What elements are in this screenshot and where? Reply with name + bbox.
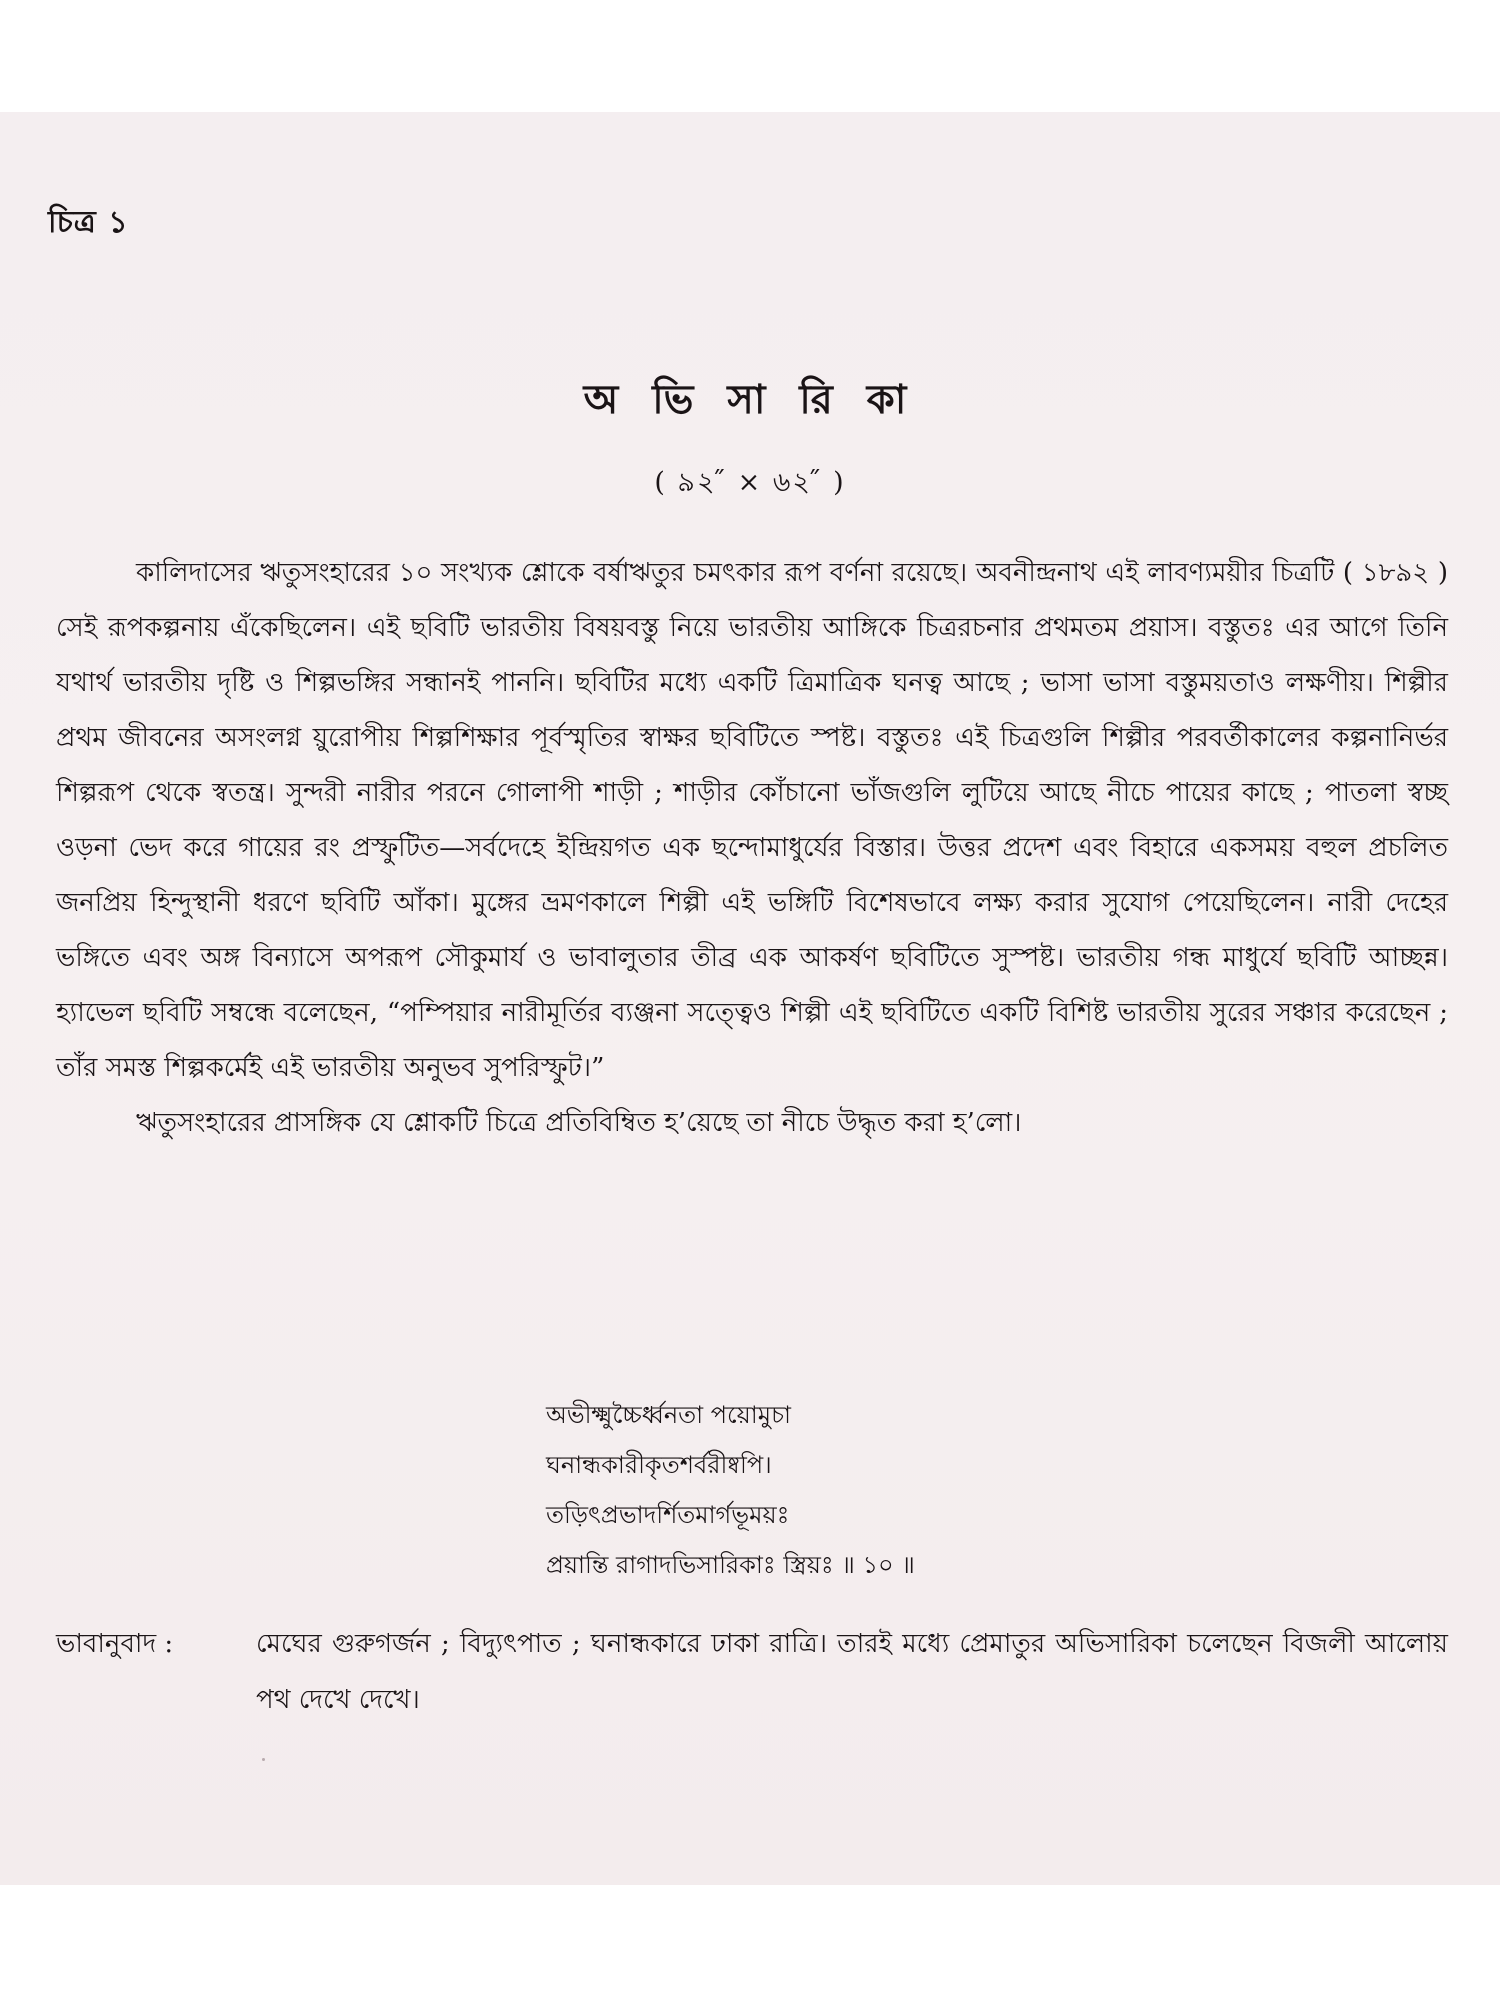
paper-speck: [262, 1758, 265, 1761]
sanskrit-verse: [546, 1390, 1246, 1590]
verse-line: তড়িৎপ্রভাদর্শিতমার্গভূময়ঃ: [546, 1501, 790, 1529]
paragraph-verse-intro: ঋতুসংহারের প্রাসঙ্গিক যে শ্লোকটি চিত্রে প্রতিবিম্বিত হ’য়েছে তা নীচে উদ্ধৃত করা হ’লো।: [136, 1108, 1022, 1138]
painting-dimensions: ( ৯২ ̋ × ৬২ ̋ ): [654, 467, 846, 498]
figure-label: চিত্র ১: [48, 205, 129, 240]
verse-line: প্রয়ান্তি রাগাদভিসারিকাঃ স্ত্রিয়ঃ ॥ ১০ ॥: [546, 1551, 915, 1579]
paragraph-description: কালিদাসের ঋতুসংহারের ১০ সংখ্যক শ্লোকে বর্ষাঋতুর চমৎকার রূপ বর্ণনা রয়েছে। অবনীন্দ্রনাথ এই লাবণ্যময়ীর চিত্রটি ( ১৮৯২ ) সেই রূপকল্পনায় এঁকেছিলেন। এই ছবিটি ভারতীয় বিষয়বস্তু নিয়ে ভারতীয় আঙ্গিকে চিত্ররচনার প্রথমতম প্রয়াস। বস্তুতঃ এর আগে তিনি যথার্থ ভারতীয় দৃষ্টি ও শিল্পভঙ্গির সন্ধানই পাননি। ছবিটির মধ্যে একটি ত্রিমাত্রিক ঘনত্ব আছে ; ভাসা ভাসা বস্তুময়তাও লক্ষণীয়। শিল্পীর প্রথম জীবনের অসংলগ্ন য়ুরোপীয় শিল্পশিক্ষার পূর্বস্মৃতির স্বাক্ষর ছবিটিতে স্পষ্ট। বস্তুতঃ এই চিত্রগুলি শিল্পীর পরবর্তীকালের কল্পনানির্ভর শিল্পরূপ থেকে স্বতন্ত্র। সুন্দরী নারীর পরনে গোলাপী শাড়ী ; শাড়ীর কোঁচানো ভাঁজগুলি লুটিয়ে আছে নীচে পায়ের কাছে ; পাতলা স্বচ্ছ ওড়না ভেদ করে গায়ের রং প্রস্ফুটিত—সর্বদেহে ইন্দ্রিয়গত এক ছন্দোমাধুর্যের বিস্তার। উত্তর প্রদেশ এবং বিহারে একসময় বহুল প্রচলিত জনপ্রিয় হিন্দুস্থানী ধরণে ছবিটি আঁকা। মুঙ্গের ভ্রমণকালে শিল্পী এই ভঙ্গিটি বিশেষভাবে লক্ষ্য করার সুযোগ পেয়েছিলেন। নারী দেহের ভঙ্গিতে এবং অঙ্গ বিন্যাসে অপরূপ সৌকুমার্য ও ভাবালুতার তীব্র এক আকর্ষণ ছবিটিতে সুস্পষ্ট। ভারতীয় গন্ধ মাধুর্যে ছবিটি আচ্ছন্ন। হ্যাভেল ছবিটি সম্বন্ধে বলেছেন, “পম্পিয়ার নারীমূর্তির ব্যঞ্জনা সত্ত্বেও শিল্পী এই ছবিটিতে একটি বিশিষ্ট ভারতীয় সুরের সঞ্চার করেছেন ; তাঁর সমস্ত শিল্পকর্মেই এই ভারতীয় অনুভব সুপরিস্ফুট।”: [56, 558, 1448, 1083]
verse-line: ঘনান্ধকারীকৃতশর্বরীষ্বপি।: [546, 1451, 772, 1479]
translation-label: ভাবানুবাদ :: [56, 1629, 174, 1659]
body-text: [56, 546, 1448, 1151]
translation-text: মেঘের গুরুগর্জন ; বিদ্যুৎপাত ; ঘনান্ধকারে ঢাকা রাত্রি। তারই মধ্যে প্রেমাতুর অভিসারিকা চলেছেন বিজলী আলোয় পথ দেখে দেখে।: [256, 1629, 1448, 1715]
translation-block: [56, 1616, 1448, 1728]
page-title: অ ভি সা রি কা: [583, 376, 917, 423]
verse-line: অভীক্ষ্মুচ্চৈর্ধ্বনতা পয়োমুচা: [546, 1401, 792, 1429]
